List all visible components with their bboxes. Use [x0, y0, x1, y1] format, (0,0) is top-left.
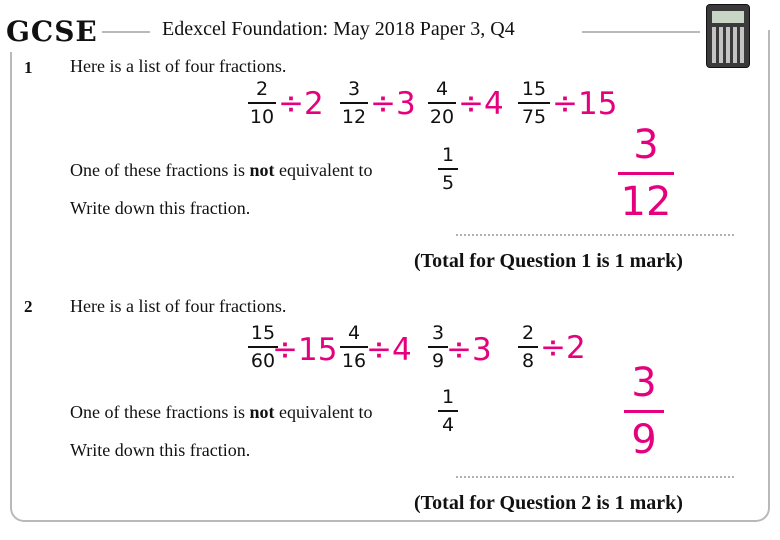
fraction: 3 12 — [341, 78, 367, 128]
divider — [456, 476, 734, 478]
answer-fraction: 3 12 — [618, 124, 674, 223]
gcse-logo: GCSE — [6, 12, 102, 52]
question-number: 1 — [24, 58, 33, 77]
question-statement: One of these fractions is not equivalent to — [70, 402, 373, 422]
answer-fraction: 3 9 — [624, 362, 664, 461]
fraction: 15 75 — [518, 78, 550, 128]
fraction: 4 16 — [341, 322, 367, 372]
page-title: Edexcel Foundation: May 2018 Paper 3, Q4 — [158, 18, 519, 41]
divisor-annotation: ÷2 — [540, 330, 586, 366]
divisor-annotation: ÷3 — [370, 86, 416, 122]
fraction: 2 10 — [249, 78, 275, 128]
question-instruction: Write down this fraction. — [70, 198, 251, 218]
fraction: 4 20 — [429, 78, 455, 128]
question-prompt: Here is a list of four fractions. — [70, 56, 287, 76]
divisor-annotation: ÷2 — [278, 86, 324, 122]
header-rule-right — [582, 31, 700, 33]
target-fraction: 1 4 — [438, 386, 458, 436]
divisor-annotation: ÷15 — [272, 332, 338, 368]
fraction: 15 60 — [248, 322, 278, 372]
question-prompt: Here is a list of four fractions. — [70, 296, 287, 316]
total-marks: (Total for Question 1 is 1 mark) — [414, 250, 683, 272]
divider — [456, 234, 734, 236]
calculator-icon — [706, 4, 750, 68]
question-instruction: Write down this fraction. — [70, 440, 251, 460]
divisor-annotation: ÷4 — [366, 332, 412, 368]
question-statement: One of these fractions is not equivalent to — [70, 160, 373, 180]
header-rule-left — [100, 31, 150, 33]
target-fraction: 1 5 — [438, 144, 458, 194]
fraction: 2 8 — [518, 322, 538, 372]
question-number: 2 — [24, 297, 33, 316]
divisor-annotation: ÷15 — [552, 86, 618, 122]
fraction: 3 9 — [428, 322, 448, 372]
divisor-annotation: ÷4 — [458, 86, 504, 122]
total-marks: (Total for Question 2 is 1 mark) — [414, 492, 683, 514]
divisor-annotation: ÷3 — [446, 332, 492, 368]
